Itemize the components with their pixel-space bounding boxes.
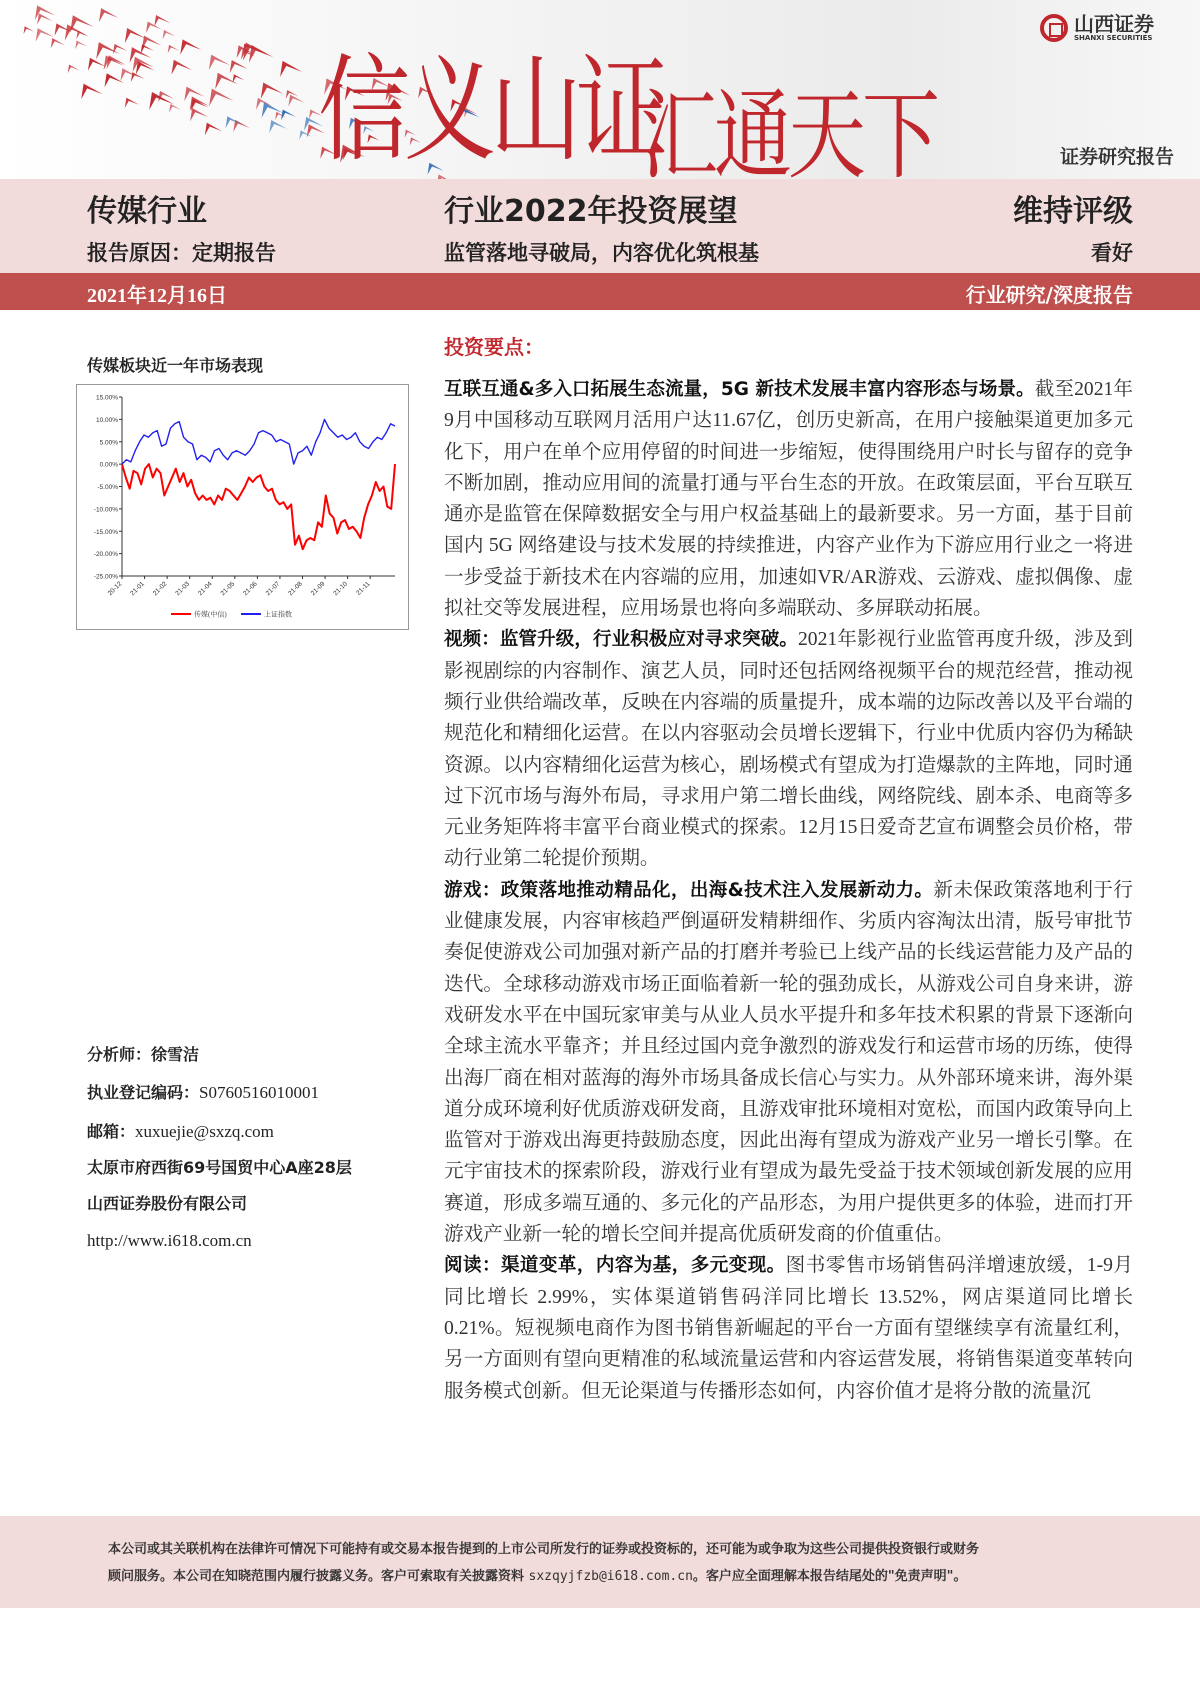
arrow-shape-icon: [180, 39, 201, 54]
arrow-shape-icon: [68, 64, 80, 72]
arrow-shape-icon: [262, 102, 283, 117]
analyst-name: 徐雪洁: [151, 1045, 200, 1064]
rating-value: 看好: [1091, 241, 1133, 265]
arrow-shape-icon: [209, 89, 234, 107]
paragraph-body: 新未保政策落地利于行业健康发展，内容审核趋严倒逼研发精耕细作、劣质内容淘汰出清，版号审批节奏促使游戏公司加强对新产品的打磨并考验已上线产品的长线运营能力及产品的迭代。全球移动游戏市场正面临着新一轮的强劲成长，从游戏公司自身来讲，游戏研发水平在中国玩家审美与从业人员水平提升和多年技术积累的背景下逐渐向全球主流水平靠齐；并且经过国内竞争激烈的游戏发行和运营市场的历练，使得出海厂商在相对蓝海的海外市场具备成长信心与实力。从外部环境来讲，海外渠道分成环境利好优质游戏研发商，且游戏审批环境相对宽松，而国内政策导向上监管对于游戏出海更持鼓励态度，因此出海有望成为游戏产业另一增长引擎。在元宇宙技术的探索阶段，游戏行业有望成为最先受益于技术领域创新发展的应用赛道，形成多端互通的、多元化的产品形态，为用户提供更多的体验，进而打开游戏产业新一轮的增长空间并提高优质研发商的价值重估。: [444, 879, 1134, 1246]
series-line-media: [122, 464, 395, 549]
x-tick-label: 21-08: [287, 580, 304, 598]
arrow-shape-icon: [261, 83, 284, 99]
y-tick-label: -10.00%: [93, 506, 118, 514]
arrow-shape-icon: [146, 22, 162, 33]
paragraph-internet: [444, 374, 1133, 624]
paragraph-video: [444, 624, 1133, 874]
logo-name-en: SHANXI SECURITIES: [1074, 34, 1153, 42]
arrow-shape-icon: [243, 42, 268, 60]
x-tick-label: 21-03: [174, 580, 192, 598]
x-tick-label: 21-05: [219, 580, 237, 598]
arrow-shape-icon: [230, 60, 248, 73]
x-tick-label: 21-06: [242, 580, 259, 598]
paragraph-lead: 阅读：渠道变革，内容为基，多元变现。: [444, 1255, 786, 1277]
paragraph-body: 2021年影视行业监管再度升级，涉及到影视剧综的内容制作、演艺人员，同时还包括网络视频平台的规范经营，推动视频行业供给端改革，反映在内容端的质量提升，成本端的边际改善以及平台端的规范化和精细化运营。在以内容驱动会员增长逻辑下，行业中优质内容仍为稀缺资源。以内容精细化运营为核心，剧场模式有望成为打造爆款的主阵地，同时通过下沉市场与海外布局，寻求用户第二增长曲线，网络院线、剧本杀、电商等多元业务矩阵将丰富平台商业模式的探索。12月15日爱奇艺宣布调整会员价格，带动行业第二轮提价预期。: [444, 629, 1133, 870]
series-line-shanghai-index: [122, 419, 395, 464]
market-performance-chart: [76, 384, 409, 630]
arrow-shape-icon: [142, 36, 162, 50]
arrow-shape-icon: [163, 30, 176, 40]
arrow-shape-icon: [299, 130, 312, 139]
arrow-shape-icon: [168, 45, 180, 53]
y-tick-label: -5.00%: [97, 484, 118, 491]
x-tick-label: 21-04: [196, 580, 214, 598]
arrow-shape-icon: [125, 98, 139, 108]
disclaimer-line2: [108, 1563, 1128, 1590]
arrow-shape-icon: [125, 28, 146, 43]
chart-title: 传媒板块近一年市场表现: [87, 356, 264, 375]
slogan-part2: 汇通天下: [640, 80, 937, 179]
address: 太原市府西街69号国贸中心A座28层: [87, 1158, 352, 1177]
arrow-shape-icon: [51, 38, 65, 48]
x-tick-label: 21-09: [309, 580, 327, 598]
arrow-shape-icon: [269, 120, 287, 133]
arrow-shape-icon: [209, 55, 230, 71]
legend-label: 上证指数: [264, 610, 292, 619]
x-tick-label: 21-10: [332, 580, 350, 598]
key-points-title: 投资要点：: [444, 335, 544, 359]
y-tick-label: 10.00%: [95, 416, 118, 424]
website-line: [87, 1231, 252, 1251]
x-tick-label: 20-12: [106, 580, 124, 598]
arrow-shape-icon: [23, 26, 34, 34]
disclaimer-line1: 本公司或其关联机构在法律许可情况下可能持有或交易本报告提到的上市公司所发行的证券或投资标的，还可能为或争取为这些公司提供投资银行或财务: [108, 1542, 980, 1557]
arrow-shape-icon: [225, 116, 242, 128]
arrow-shape-icon: [105, 73, 124, 87]
legend-label: 传媒(中信): [194, 610, 227, 619]
arrow-shape-icon: [36, 28, 55, 42]
disclaimer-line2-end: 。客户应全面理解本报告结尾处的"免责声明"。: [692, 1569, 967, 1584]
header-banner: [0, 0, 1200, 179]
registration-label: 执业登记编码：: [87, 1083, 200, 1102]
report-category: 行业研究/深度报告: [965, 283, 1133, 307]
x-tick-label: 21-07: [264, 580, 282, 598]
arrow-shape-icon: [169, 104, 181, 113]
arrow-shape-icon: [75, 40, 87, 49]
arrow-shape-icon: [99, 8, 118, 22]
registration-line: [87, 1080, 319, 1103]
paragraph-lead: 游戏：政策落地推动精品化，出海&技术注入发展新动力。: [444, 879, 934, 901]
arrow-shape-icon: [288, 95, 304, 107]
arrow-shape-icon: [205, 123, 222, 136]
website-link[interactable]: http://www.i618.com.cn: [87, 1231, 252, 1250]
report-date: 2021年12月16日: [87, 285, 227, 307]
arrow-shape-icon: [281, 109, 296, 120]
paragraph-lead: 互联互通&多入口拓展生态流量，5G 新技术发展丰富内容形态与场景。: [444, 379, 1035, 400]
arrow-shape-icon: [171, 60, 192, 75]
company-logo: [1040, 14, 1154, 42]
x-tick-label: 21-11: [355, 580, 372, 597]
analyst-label: 分析师：: [87, 1045, 152, 1064]
arrow-shape-icon: [65, 24, 88, 40]
logo-mark-icon: [1040, 14, 1068, 42]
y-tick-label: 5.00%: [99, 439, 118, 447]
email-link[interactable]: xuxuejie@sxzq.com: [135, 1122, 274, 1141]
paragraph-lead: 视频：监管升级，行业积极应对寻求突破。: [444, 629, 798, 651]
x-tick-label: 21-01: [129, 580, 146, 598]
arrow-shape-icon: [190, 108, 208, 121]
disclaimer-line2-text: 顾问服务。本公司在知晓范围内履行披露义务。客户可索取有关披露资料: [108, 1569, 529, 1584]
slogan-part1: 信义山证: [318, 43, 663, 177]
paragraph-body: 图书零售市场销售码洋增速放缓，1-9月同比增长 2.99%，实体渠道销售码洋同比增长 13.52%，网店渠道同比增长0.21%。短视频电商作为图书销售新崛起的平台一方面有望继续享有流量红利，另一方面则有望向更精准的私域流量运营和内容运营发展，将销售渠道变革转向服务模式创新。但无论渠道与传播形态如何，内容价值才是将分散的流量沉: [444, 1255, 1133, 1402]
analyst-line: [87, 1042, 199, 1065]
report-type: 证券研究报告: [1059, 146, 1174, 168]
y-tick-label: -20.00%: [93, 551, 118, 559]
date-band: [0, 273, 1200, 310]
x-tick-label: 21-02: [151, 580, 169, 598]
email-line: [87, 1119, 274, 1142]
disclaimer-text: [108, 1536, 1128, 1590]
report-title: 行业2022年投资展望: [444, 194, 738, 229]
industry-name: 传媒行业: [87, 194, 207, 229]
arrow-shape-icon: [81, 84, 103, 100]
email-label: 邮箱：: [87, 1122, 136, 1141]
report-subtitle: 监管落地寻破局，内容优化筑根基: [444, 241, 759, 265]
rating-label: 维持评级: [1013, 194, 1133, 229]
arrow-shape-icon: [88, 58, 106, 71]
paragraph-reading: [444, 1250, 1133, 1406]
paragraph-games: [444, 875, 1133, 1251]
y-tick-label: 0.00%: [99, 461, 118, 469]
company-name: 山西证券股份有限公司: [87, 1194, 248, 1213]
arrow-shape-icon: [37, 13, 53, 24]
y-tick-label: -15.00%: [93, 528, 118, 536]
arrow-shape-icon: [113, 44, 127, 54]
arrow-shape-icon: [233, 74, 245, 83]
arrow-shape-icon: [154, 15, 170, 27]
arrow-shape-icon: [131, 72, 145, 82]
y-tick-label: 15.00%: [95, 394, 118, 402]
title-band: [0, 179, 1200, 273]
report-reason: 报告原因：定期报告: [87, 241, 276, 265]
y-tick-label: -25.00%: [93, 573, 118, 581]
paragraph-body: 截至2021年9月中国移动互联网月活用户达11.67亿，创历史新高，在用户接触渠道更加多元化下，用户在单个应用停留的时间进一步缩短，使得围绕用户时长与留存的竞争不断加剧，推动应用间的流量打通与平台生态的开放。在政策层面，平台互联互通亦是监管在保障数据安全与用户权益基础上的最新要求。另一方面，基于目前国内 5G 网络建设与技术发展的持续推进，内容产业作为下游应用行业之一将进一步受益于新技术在内容端的应用，加速如VR/AR游戏、云游戏、虚拟偶像、虚拟社交等发展进程，应用场景也将向多端联动、多屏联动拓展。: [444, 379, 1133, 620]
disclosure-email-link[interactable]: sxzqyjfzb@i618.com.cn: [528, 1569, 693, 1584]
arrow-shape-icon: [280, 61, 302, 77]
main-text: [444, 374, 1133, 1407]
logo-name-cn: 山西证券: [1074, 12, 1154, 36]
registration-code: S0760516010001: [199, 1083, 319, 1102]
